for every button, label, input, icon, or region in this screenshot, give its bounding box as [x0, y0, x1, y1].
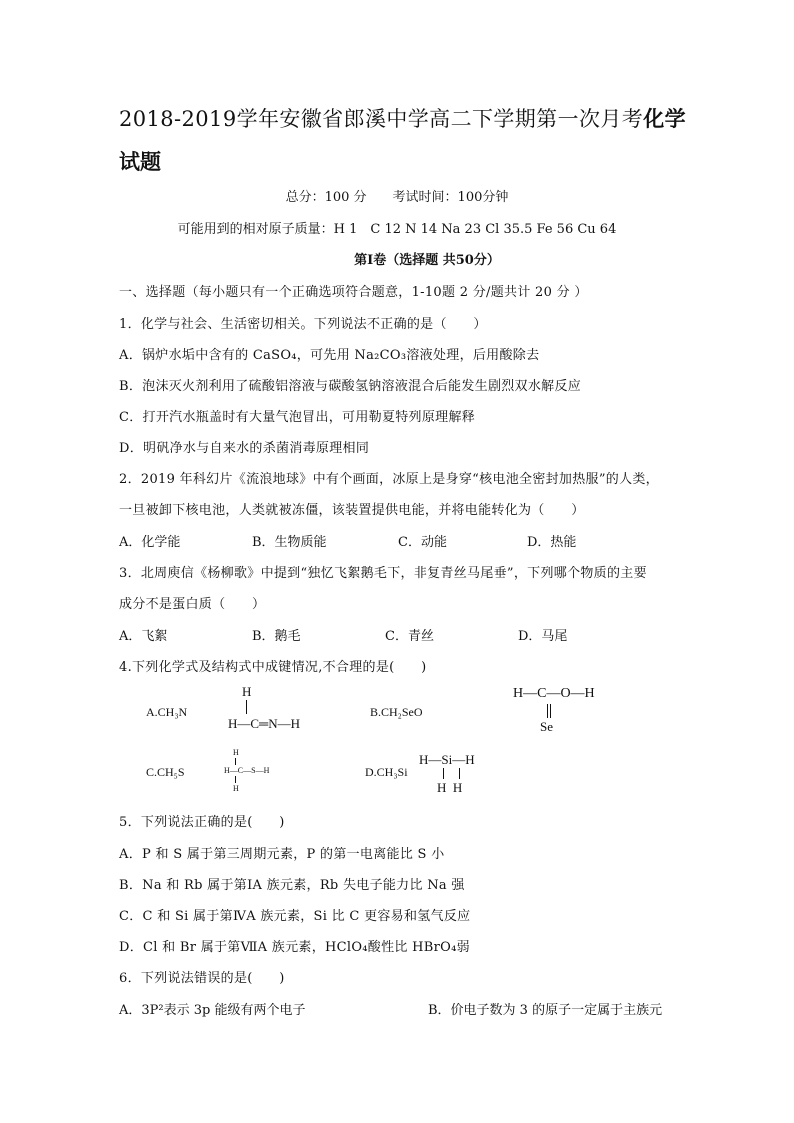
q4-stem: 4.下列化学式及结构式中成键情况,不合理的是( ) [119, 660, 427, 675]
title-subject: 化学 [643, 106, 686, 131]
q4-b-bond-2 [550, 704, 551, 718]
q1-option-c: C．打开汽水瓶盖时有大量气泡冒出，可用勒夏特列原理解释 [119, 410, 476, 425]
section-heading: 第Ⅰ卷（选择题 共50分） [354, 253, 500, 268]
title-main: 2018-2019学年安徽省郎溪中学高二下学期第一次月考 [119, 107, 644, 131]
q5-option-b: B．Na 和 Rb 属于第ⅠA 族元素，Rb 失电子能力比 Na 强 [119, 878, 465, 893]
q4-b-se: Se [540, 719, 553, 734]
q1-option-d: D．明矾净水与自来水的杀菌消毒原理相同 [119, 441, 370, 456]
q4-option-c-label: C.CH₅S [146, 765, 185, 779]
q4-b-bond-1 [547, 704, 548, 718]
q4-a-top-h: H [242, 684, 252, 699]
q3-stem-line1: 3．北周庾信《杨柳歌》中提到“独忆飞絮鹅毛下，非复青丝马尾垂”，下列哪个物质的主要 [119, 566, 647, 581]
q2-option-d: D．热能 [527, 535, 577, 550]
q6-stem: 6．下列说法错误的是( ) [119, 971, 285, 986]
q1-option-a: A．锅炉水垢中含有的 CaSO₄，可先用 Na₂CO₃溶液处理，后用酸除去 [119, 348, 540, 363]
atomic-mass-line: 可能用到的相对原子质量：H 1 C 12 N 14 Na 23 Cl 35.5 Fe 56 Cu 64 [177, 222, 617, 237]
q6-option-b: B．价电子数为 3 的原子一定属于主族元 [428, 1003, 663, 1018]
q5-option-c: C．C 和 Si 属于第ⅣA 族元素，Si 比 C 更容易和氢气反应 [119, 909, 471, 924]
q3-option-d: D．马尾 [518, 629, 568, 644]
q3-stem-line2: 成分不是蛋白质（ ） [119, 597, 266, 612]
q5-option-a: A．P 和 S 属于第三周期元素，P 的第一电离能比 S 小 [119, 847, 445, 862]
exam-title-line2: 试题 [119, 149, 161, 174]
q3-option-b: B．鹅毛 [252, 629, 301, 644]
q4-c-bond-top [235, 758, 236, 765]
q4-d-bond-left [443, 768, 444, 779]
q4-c-top-h: H [233, 748, 239, 757]
q2-option-a: A．化学能 [119, 535, 181, 550]
q5-option-d: D．Cl 和 Br 属于第ⅦA 族元素，HClO₄酸性比 HBrO₄弱 [119, 940, 470, 955]
q4-d-chain: H—Si—H [419, 752, 475, 767]
q5-stem: 5．下列说法正确的是( ) [119, 815, 285, 830]
q4-option-b-label: B.CH₂SeO [370, 705, 423, 719]
q2-stem-line2: 一旦被卸下核电池，人类就被冻僵，该装置提供电能，并将电能转化为（ ） [119, 503, 585, 518]
q4-a-chain: H—C═N—H [228, 716, 301, 731]
q4-c-bottom-h: H [233, 784, 239, 793]
q4-c-bond-bottom [235, 776, 236, 783]
score-time-line: 总分：100 分 考试时间：100分钟 [285, 190, 509, 205]
q1-stem: 1．化学与社会、生活密切相关。下列说法不正确的是（ ） [119, 317, 487, 332]
q3-option-a: A．飞絮 [119, 629, 168, 644]
q1-option-b: B．泡沫灭火剂利用了硫酸铝溶液与碳酸氢钠溶液混合后能发生剧烈双水解反应 [119, 379, 582, 394]
exam-title [119, 104, 709, 134]
q4-b-chain: H—C—O—H [513, 686, 595, 701]
q3-option-c: C．青丝 [385, 629, 434, 644]
q4-d-bond-right [459, 768, 460, 779]
part1-heading: 一、选择题（每小题只有一个正确选项符合题意，1-10题 2 分/题共计 20 分 ） [119, 285, 588, 300]
q4-c-chain: H—C—S—H [224, 766, 270, 775]
q2-option-c: C．动能 [398, 535, 447, 550]
q4-option-d-label: D.CH₃Si [365, 765, 408, 779]
q4-a-bond-vertical [246, 700, 247, 714]
q2-stem-line1: 2．2019 年科幻片《流浪地球》中有个画面，冰原上是身穿“核电池全密封加热服”的人类， [119, 472, 659, 487]
q4-option-a-label: A.CH₃N [146, 705, 188, 719]
q4-d-bottom-h: H H [437, 780, 463, 795]
q6-option-a: A．3P²表示 3p 能级有两个电子 [119, 1003, 306, 1018]
q2-option-b: B．生物质能 [252, 535, 327, 550]
